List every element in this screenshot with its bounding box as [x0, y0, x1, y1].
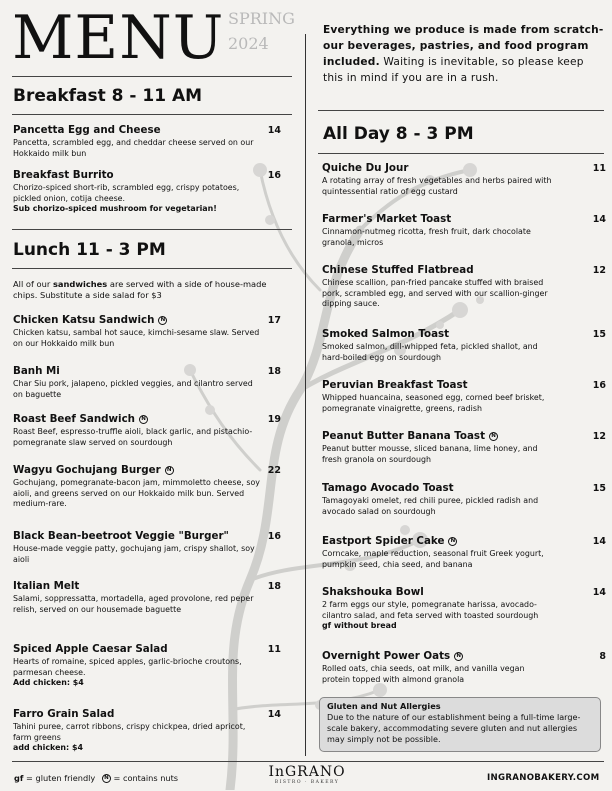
- item-description: Tahini puree, carrot ribbons, crispy chickpea, dried apricot, farm greens: [13, 722, 246, 742]
- item-description: Gochujang, pomegranate-bacon jam, mimmoletto cheese, soy aioli, and greens served on our Hokkaido milk bun. Served medium-rare.: [13, 478, 260, 508]
- item-description: Tamagoyaki omelet, red chili puree, pickled radish and avocado salad on sourdough: [322, 496, 539, 516]
- menu-item-farmer-s-market-toast: [322, 213, 606, 248]
- item-name: Wagyu Gochujang Burger N: [13, 464, 281, 477]
- item-price: 19: [267, 414, 281, 425]
- lunch-bottom-divider: [12, 268, 292, 269]
- menu-item-farro-grain-salad: [13, 708, 281, 754]
- item-description: Chicken katsu, sambal hot sauce, kimchi-sesame slaw. Served on our Hokkaido milk bun: [13, 328, 260, 348]
- item-price: 14: [592, 214, 606, 225]
- menu-item-roast-beef-sandwich: [13, 413, 281, 448]
- item-name: Farmer's Market Toast: [322, 213, 452, 225]
- item-price: 18: [267, 581, 281, 592]
- contains-nuts-icon: N: [139, 415, 148, 424]
- item-name: Roast Beef Sandwich N: [13, 413, 281, 426]
- logo-main: InGRANO: [268, 764, 346, 780]
- item-price: 15: [592, 483, 606, 494]
- allergy-title: Gluten and Nut Allergies: [327, 701, 441, 711]
- item-price: 18: [267, 366, 281, 377]
- menu-item-overnight-power-oats: [322, 650, 606, 685]
- item-price: 14: [267, 125, 281, 136]
- item-price: 16: [267, 531, 281, 542]
- lunch-note-pre: All of our: [13, 279, 53, 289]
- item-name: Quiche Du Jour: [322, 162, 409, 174]
- breakfast-divider: [12, 114, 292, 115]
- contains-nuts-icon: N: [448, 537, 457, 546]
- item-price: 11: [592, 163, 606, 174]
- menu-item-shakshouka-bowl: [322, 586, 606, 632]
- gf-key: gf: [14, 773, 24, 783]
- item-description: Chinese scallion, pan-fried pancake stuffed with braised pork, scrambled egg, and served with our scallion-ginger dipping sauce.: [322, 278, 548, 308]
- column-divider: [305, 34, 306, 756]
- contains-nuts-icon: N: [489, 432, 498, 441]
- item-price: 11: [267, 644, 281, 655]
- item-name: Eastport Spider Cake N: [322, 535, 606, 548]
- lunch-note-bold: sandwiches: [52, 279, 108, 289]
- header-divider: [12, 76, 292, 77]
- item-price: 17: [267, 315, 281, 326]
- allday-divider: [318, 153, 604, 154]
- contains-nuts-icon: N: [165, 466, 174, 475]
- season-label: [228, 6, 295, 56]
- item-description: Roast Beef, espresso-truffle aioli, black garlic, and pistachio-pomegranate slaw served on sourdough: [13, 427, 253, 447]
- item-description: Pancetta, scrambled egg, and cheddar cheese served on our Hokkaido milk bun: [13, 138, 254, 158]
- item-name: Tamago Avocado Toast: [322, 482, 454, 494]
- item-name: Overnight Power Oats N: [322, 650, 606, 663]
- season-year: 2024: [228, 34, 269, 53]
- item-price: 14: [592, 587, 606, 598]
- lunch-title: Lunch 11 - 3 PM: [13, 240, 166, 260]
- menu-item-wagyu-gochujang-burger: [13, 464, 281, 510]
- season-name: SPRING: [228, 9, 295, 28]
- item-name: Italian Melt: [13, 580, 80, 592]
- item-name: Breakfast Burrito: [13, 169, 114, 181]
- menu-item-eastport-spider-cake: [322, 535, 606, 570]
- item-description: Char Siu pork, jalapeno, pickled veggies, and cilantro served on baguette: [13, 379, 253, 399]
- item-extra-note: Add chicken: $4: [13, 678, 84, 687]
- menu-item-black-bean-beetroot-veggie-burger: [13, 530, 281, 565]
- intro-text: [323, 22, 605, 86]
- item-name: Chinese Stuffed Flatbread: [322, 264, 474, 276]
- item-name: Banh Mi: [13, 365, 60, 377]
- nut-text: = contains nuts: [110, 773, 179, 783]
- item-description: Peanut butter mousse, sliced banana, lime honey, and fresh granola on sourdough: [322, 444, 538, 464]
- item-description: Chorizo-spiced short-rib, scrambled egg, crispy potatoes, pickled onion, cotija cheese.: [13, 183, 240, 203]
- item-price: 8: [599, 651, 606, 662]
- item-name: Smoked Salmon Toast: [322, 328, 450, 340]
- item-name: Black Bean-beetroot Veggie "Burger": [13, 530, 229, 542]
- item-description: Smoked salmon, dill-whipped feta, pickled shallot, and hard-boiled egg on sourdough: [322, 342, 538, 362]
- item-description: Cinnamon-nutmeg ricotta, fresh fruit, dark chocolate granola, micros: [322, 227, 531, 247]
- item-extra-note: add chicken: $4: [13, 743, 83, 752]
- footer-divider: [12, 761, 604, 762]
- intro-rest: Waiting is inevitable, so please keep this in mind if you are in a rush.: [323, 56, 584, 84]
- item-name: Peanut Butter Banana Toast N: [322, 430, 606, 443]
- item-description: Whipped huancaina, seasoned egg, corned beef brisket, pomegranate vinaigrette, greens, radish: [322, 393, 545, 413]
- item-description: Rolled oats, chia seeds, oat milk, and vanilla vegan protein topped with almond granola: [322, 664, 525, 684]
- item-price: 22: [267, 465, 281, 476]
- item-name: Spiced Apple Caesar Salad: [13, 643, 168, 655]
- menu-item-peanut-butter-banana-toast: [322, 430, 606, 465]
- gf-text: = gluten friendly: [23, 773, 98, 783]
- menu-item-smoked-salmon-toast: [322, 328, 606, 363]
- lunch-note-post: are served with a side of house-made chips. Substitute a side salad for $3: [13, 279, 267, 300]
- allday-title: All Day 8 - 3 PM: [323, 124, 474, 144]
- item-description: 2 farm eggs our style, pomegranate harissa, avocado-cilantro salad, and feta served with toasted sourdough: [322, 600, 539, 620]
- item-price: 15: [592, 329, 606, 340]
- lunch-top-divider: [12, 229, 292, 230]
- item-name: Farro Grain Salad: [13, 708, 115, 720]
- item-name: Peruvian Breakfast Toast: [322, 379, 468, 391]
- item-description: Salami, soppressatta, mortadella, aged provolone, red peper relish, served on our housemade baguette: [13, 594, 254, 614]
- lunch-note: [13, 279, 283, 301]
- menu-item-banh-mi: [13, 365, 281, 400]
- logo-subtitle: BISTRO · BAKERY: [274, 780, 340, 785]
- item-name: Pancetta Egg and Cheese: [13, 124, 161, 136]
- item-description: Hearts of romaine, spiced apples, garlic-brioche croutons, parmesan cheese.: [13, 657, 242, 677]
- item-name: Shakshouka Bowl: [322, 586, 424, 598]
- menu-item-spiced-apple-caesar-salad: [13, 643, 281, 689]
- website-link[interactable]: INGRANOBAKERY.COM: [487, 773, 600, 783]
- allergy-notice: [319, 697, 601, 752]
- menu-item-italian-melt: [13, 580, 281, 615]
- item-price: 16: [267, 170, 281, 181]
- item-price: 16: [592, 380, 606, 391]
- intro-bold: Everything we produce is made from scratch- our beverages, pastries, and food program included.: [323, 24, 604, 68]
- menu-item-tamago-avocado-toast: [322, 482, 606, 517]
- item-description: House-made veggie patty, gochujang jam, crispy shallot, soy aioli: [13, 544, 255, 564]
- item-price: 12: [592, 265, 606, 276]
- allergy-text: Due to the nature of our establishment being a full-time large-scale bakery, accommodating severe gluten and nut allergies may simply not be possible.: [327, 712, 581, 744]
- intro-divider: [318, 110, 604, 111]
- item-extra-note: Sub chorizo-spiced mushroom for vegetarian!: [13, 204, 217, 213]
- menu-item-quiche-du-jour: [322, 162, 606, 197]
- menu-item-breakfast-burrito: [13, 169, 281, 215]
- menu-item-peruvian-breakfast-toast: [322, 379, 606, 414]
- nut-icon: N: [102, 774, 111, 783]
- item-price: 14: [267, 709, 281, 720]
- item-price: 14: [592, 536, 606, 547]
- item-name: Chicken Katsu Sandwich N: [13, 314, 281, 327]
- menu-item-chicken-katsu-sandwich: [13, 314, 281, 349]
- contains-nuts-icon: N: [454, 652, 463, 661]
- item-description: A rotating array of fresh vegetables and herbs paired with quintessential ratio of egg custard: [322, 176, 552, 196]
- menu-title: MENU: [12, 3, 225, 73]
- item-extra-note: gf without bread: [322, 621, 397, 630]
- footer-legend: [14, 772, 178, 784]
- item-description: Corncake, maple reduction, seasonal fruit Greek yogurt, pumpkin seed, chia seed, and banana: [322, 549, 544, 569]
- ingrano-logo: [262, 764, 352, 786]
- menu-item-pancetta-egg-and-cheese: [13, 124, 281, 159]
- menu-item-chinese-stuffed-flatbread: [322, 264, 606, 310]
- item-price: 12: [592, 431, 606, 442]
- contains-nuts-icon: N: [158, 316, 167, 325]
- breakfast-title: Breakfast 8 - 11 AM: [13, 86, 203, 106]
